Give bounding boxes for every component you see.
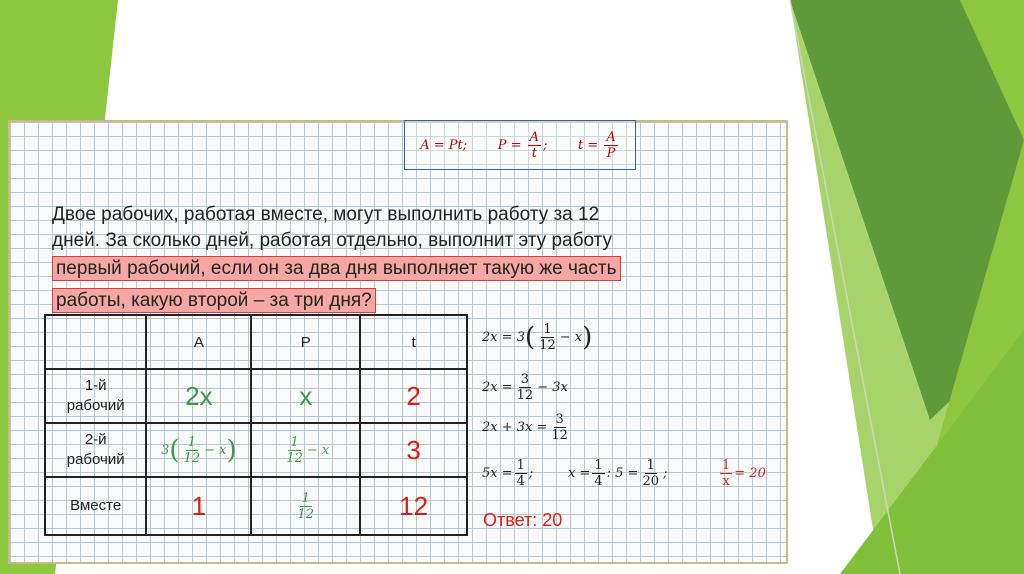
equation-5: [568, 458, 667, 489]
cell-worker1-P: x: [251, 369, 360, 423]
formula-time-den: P: [606, 145, 616, 161]
cell-worker2-A: 3( $\frac{1}{12}$ − x): [146, 423, 251, 477]
problem-text: [52, 202, 742, 314]
equation-2-den: 12: [516, 388, 534, 403]
cell-together-P-num: 1: [301, 490, 310, 506]
equation-5-num-2: 1: [646, 458, 655, 473]
equation-6-tail: = 20: [734, 466, 766, 481]
row-label-together: Вместе: [45, 477, 146, 535]
equation-4-lhs: 5x =: [482, 466, 513, 481]
cell-worker2-A-num: 1: [187, 434, 196, 450]
formula-power: [498, 130, 548, 161]
equation-5-den-2: 20: [642, 474, 659, 489]
cell-worker2-P-num: 1: [290, 434, 299, 450]
equation-4-tail: ;: [528, 466, 534, 481]
row-label-worker-1: [45, 369, 146, 423]
equation-1-den: 12: [539, 338, 556, 353]
equation-1: 2x = 3( $\frac{1}{12}$ − x): [482, 322, 593, 353]
equation-4-num: 1: [516, 458, 525, 473]
cell-together-t: 12: [360, 477, 467, 535]
equation-1-lhs: 2x = 3: [482, 330, 526, 345]
formula-box: [404, 120, 636, 170]
equation-5-tail: ;: [663, 466, 668, 481]
formula-power-tail: ;: [543, 137, 548, 153]
equation-6: [718, 458, 766, 489]
row-label-worker-1-a: 1-й: [84, 377, 107, 394]
row-label-worker-2-b: рабочий: [66, 451, 125, 468]
cell-worker2-t: 3: [360, 423, 467, 477]
formula-time-lhs: t =: [577, 137, 599, 153]
formula-time: [578, 130, 620, 161]
equation-5-lhs: x =: [568, 466, 591, 481]
row-label-worker-2: [45, 423, 146, 477]
cell-worker2-A-coef: 3: [161, 442, 170, 458]
equation-2-num: 3: [520, 372, 530, 387]
problem-line-4-highlight: работы, какую второй – за три дня?: [52, 288, 376, 313]
formula-work: A = Pt;: [420, 137, 468, 153]
cell-together-A: 1: [146, 477, 251, 535]
cell-worker2-A-tail: − x: [204, 442, 227, 458]
table-corner-cell: [45, 315, 146, 369]
cell-together-P-den: 12: [297, 506, 315, 522]
equation-1-num: 1: [543, 322, 552, 337]
cell-worker2-P-tail: − x: [306, 442, 330, 458]
header-P: P: [251, 315, 360, 369]
problem-line-2: дней. За сколько дней, работая отдельно, выполнит эту работу: [52, 230, 613, 251]
cell-worker2-A-den: 12: [183, 450, 201, 466]
row-label-worker-1-b: рабочий: [66, 397, 125, 414]
header-t: t: [360, 315, 467, 369]
equation-4-den: 4: [516, 474, 525, 489]
formula-time-num: A: [606, 129, 616, 145]
cell-worker1-A: 2x: [146, 369, 251, 423]
equation-3: [482, 412, 572, 443]
formula-power-lhs: P =: [497, 137, 522, 153]
equation-2: [482, 372, 568, 403]
row-label-worker-2-a: 2-й: [84, 431, 107, 448]
work-table: [44, 314, 468, 536]
equation-5-num-1: 1: [594, 458, 603, 473]
answer-text: Ответ: 20: [483, 510, 563, 530]
equation-4: [482, 458, 533, 489]
problem-line-3-highlight: первый рабочий, если он за два дня выполняет такую же часть: [52, 256, 621, 281]
equation-6-num: 1: [722, 458, 731, 473]
problem-line-1: Двое рабочих, работая вместе, могут выполнить работу за 12: [52, 204, 600, 225]
equation-5-mid: : 5 =: [606, 466, 639, 481]
equation-5-den-1: 4: [594, 474, 603, 489]
equation-2-tail: − 3x: [537, 380, 568, 395]
equation-3-num: 3: [555, 412, 564, 427]
header-A: A: [146, 315, 251, 369]
cell-together-P: [251, 477, 360, 535]
equation-3-lhs: 2x + 3x =: [482, 420, 548, 435]
equation-2-lhs: 2x =: [482, 380, 513, 395]
formula-power-den: t: [531, 145, 537, 161]
equation-3-den: 12: [551, 428, 568, 443]
equation-1-tail: − x: [559, 330, 583, 345]
cell-worker2-P: [251, 423, 360, 477]
cell-worker2-P-den: 12: [286, 450, 303, 466]
cell-worker1-t: 2: [360, 369, 467, 423]
equation-6-den: x: [722, 474, 730, 489]
formula-power-num: A: [529, 129, 540, 145]
